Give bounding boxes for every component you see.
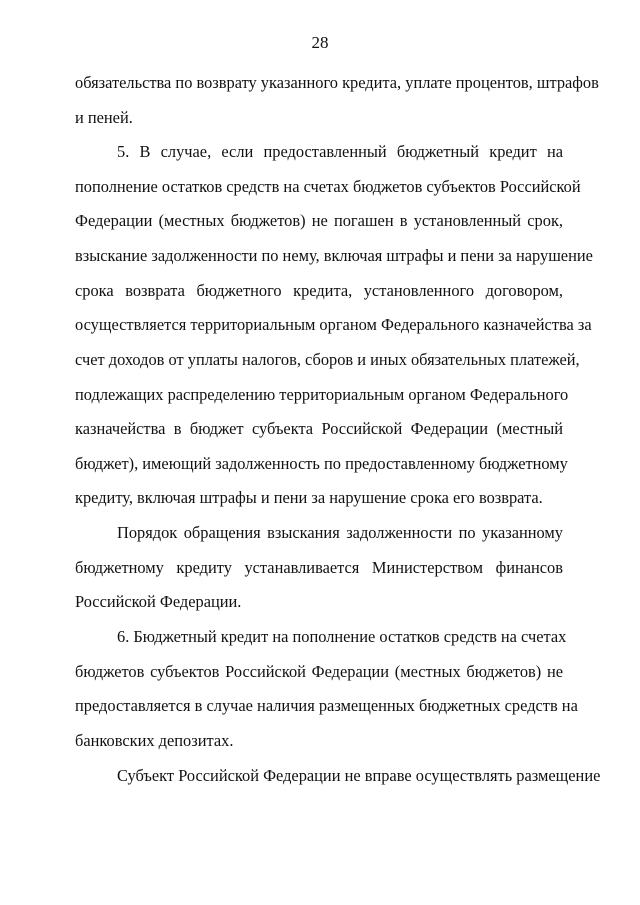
page-number: 28 <box>311 33 329 52</box>
text-line: обязательства по возврату указанного кредита, уплате процентов, штрафов <box>75 73 599 92</box>
text-line: предоставляется в случае наличия размещенных бюджетных средств на <box>75 696 578 715</box>
text-line: срока возврата бюджетного кредита, установленного договором, <box>75 281 563 300</box>
paragraph-5-first-line: 5. В случае, если предоставленный бюджетный кредит на <box>117 142 563 161</box>
text-line: осуществляется территориальным органом Федерального казначейства за <box>75 315 592 334</box>
text-line: подлежащих распределению территориальным органом Федерального <box>75 385 569 404</box>
text-line: Федерации (местных бюджетов) не погашен в установленный срок, <box>75 211 563 230</box>
text-line: счет доходов от уплаты налогов, сборов и иных обязательных платежей, <box>75 350 580 369</box>
paragraph-first-line: Порядок обращения взыскания задолженности по указанному <box>117 523 563 542</box>
text-line: бюджетному кредиту устанавливается Министерством финансов <box>75 558 563 577</box>
paragraph-6-first-line: 6. Бюджетный кредит на пополнение остатков средств на счетах <box>117 627 567 646</box>
text-line: взыскание задолженности по нему, включая штрафы и пени за нарушение <box>75 246 593 265</box>
text-line: кредиту, включая штрафы и пени за нарушение срока его возврата. <box>75 488 543 507</box>
text-line: пополнение остатков средств на счетах бюджетов субъектов Российской <box>75 177 581 196</box>
paragraph-first-line: Субъект Российской Федерации не вправе осуществлять размещение <box>117 766 601 785</box>
text-line: бюджет), имеющий задолженность по предоставленному бюджетному <box>75 454 568 473</box>
text-line: Российской Федерации. <box>75 592 242 611</box>
text-line: банковских депозитах. <box>75 731 234 750</box>
text-line: казначейства в бюджет субъекта Российской Федерации (местный <box>75 419 563 438</box>
text-line: бюджетов субъектов Российской Федерации (местных бюджетов) не <box>75 662 563 681</box>
text-line: и пеней. <box>75 108 133 127</box>
